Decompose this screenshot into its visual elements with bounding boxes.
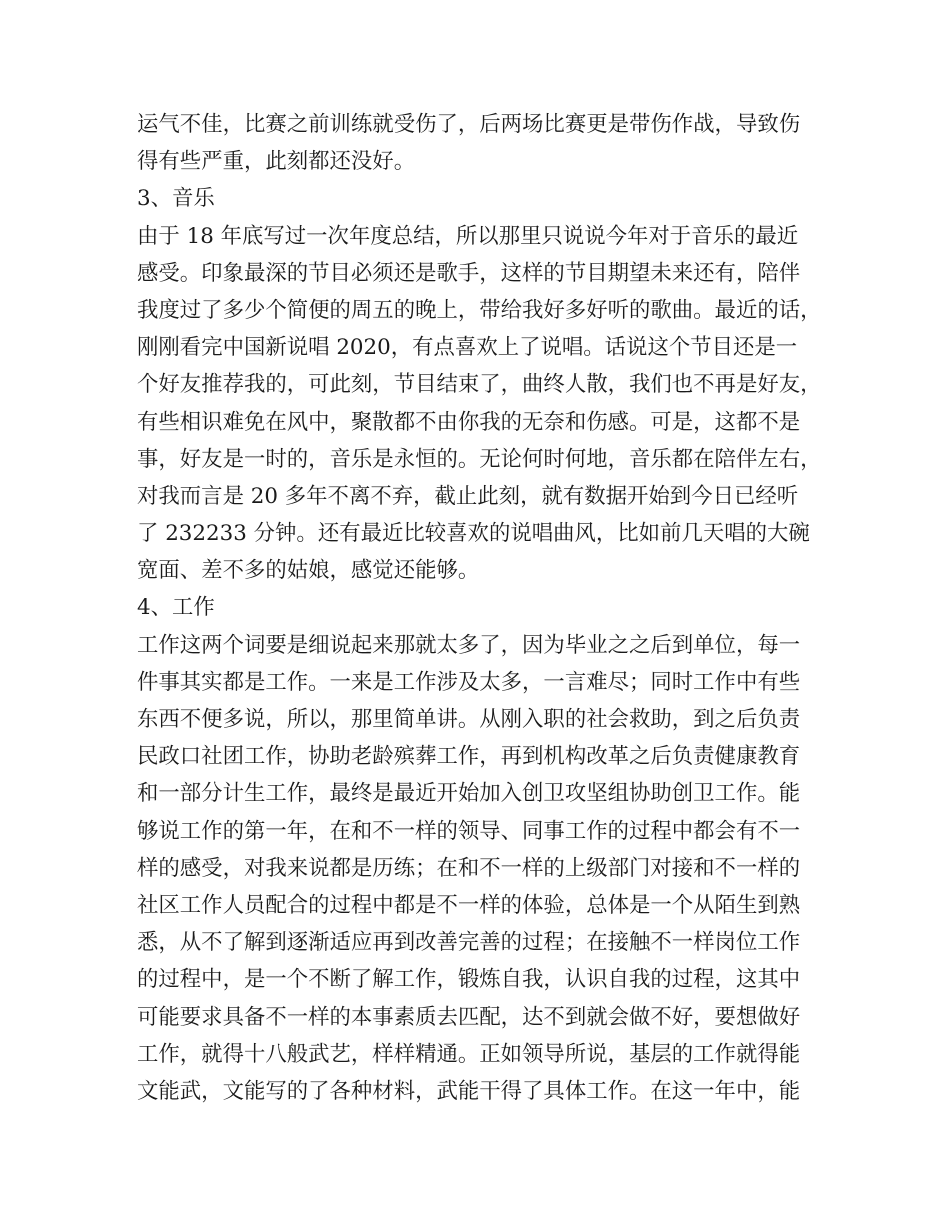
text-line: 社区工作人员配合的过程中都是不一样的体验，总体是一个从陌生到熟 xyxy=(137,892,801,918)
text-line: 个好友推荐我的，可此刻，节目结束了，曲终人散，我们也不再是好友， xyxy=(137,372,822,398)
text-line: 事，好友是一时的，音乐是永恒的。无论何时何地，音乐都在陪伴左右， xyxy=(137,446,822,472)
text-line: 的过程中，是一个不断了解工作，锻炼自我，认识自我的过程，这其中 xyxy=(137,967,801,993)
text-line: 民政口社团工作，协助老龄殡葬工作，再到机构改革之后负责健康教育 xyxy=(137,744,801,770)
text-line: 了 232233 分钟。还有最近比较喜欢的说唱曲风，比如前几天唱的大碗 xyxy=(137,521,810,547)
text-line: 得有些严重，此刻都还没好。 xyxy=(137,149,416,175)
text-line: 文能武，文能写的了各种材料，武能干得了具体工作。在这一年中，能 xyxy=(137,1078,801,1104)
text-line: 有些相识难免在风中，聚散都不由你我的无奈和伤感。可是，这都不是 xyxy=(137,409,801,435)
text-line: 和一部分计生工作，最终是最近开始加入创卫攻坚组协助创卫工作。能 xyxy=(137,781,801,807)
section-heading-work: 4、工作 xyxy=(137,595,215,621)
section-heading-music: 3、音乐 xyxy=(137,186,215,212)
text-line: 样的感受，对我来说都是历练；在和不一样的上级部门对接和不一样的 xyxy=(137,855,801,881)
text-line: 对我而言是 20 多年不离不弃，截止此刻，就有数据开始到今日已经听 xyxy=(137,483,799,509)
text-line: 刚刚看完中国新说唱 2020，有点喜欢上了说唱。话说这个节目还是一 xyxy=(137,335,798,361)
text-line: 感受。印象最深的节目必须还是歌手，这样的节目期望未来还有，陪伴 xyxy=(137,260,801,286)
text-line: 由于 18 年底写过一次年度总结，所以那里只说说今年对于音乐的最近 xyxy=(137,223,799,249)
text-line: 运气不佳，比赛之前训练就受伤了，后两场比赛更是带伤作战，导致伤 xyxy=(137,112,801,137)
text-line: 够说工作的第一年，在和不一样的领导、同事工作的过程中都会有不一 xyxy=(137,818,801,844)
text-line: 件事其实都是工作。一来是工作涉及太多，一言难尽；同时工作中有些 xyxy=(137,669,801,695)
text-line: 我度过了多少个简便的周五的晚上，带给我好多好听的歌曲。最近的话， xyxy=(137,297,822,323)
text-line: 悉，从不了解到逐渐适应再到改善完善的过程；在接触不一样岗位工作 xyxy=(137,930,801,956)
text-line: 宽面、差不多的姑娘，感觉还能够。 xyxy=(137,558,480,584)
document-body-text xyxy=(137,106,827,1110)
text-line: 工作这两个词要是细说起来那就太多了，因为毕业之之后到单位，每一 xyxy=(137,632,801,658)
text-line: 可能要求具备不一样的本事素质去匹配，达不到就会做不好，要想做好 xyxy=(137,1004,801,1030)
text-line: 东西不便多说，所以，那里简单讲。从刚入职的社会救助，到之后负责 xyxy=(137,707,801,732)
text-line: 工作，就得十八般武艺，样样精通。正如领导所说，基层的工作就得能 xyxy=(137,1041,801,1067)
